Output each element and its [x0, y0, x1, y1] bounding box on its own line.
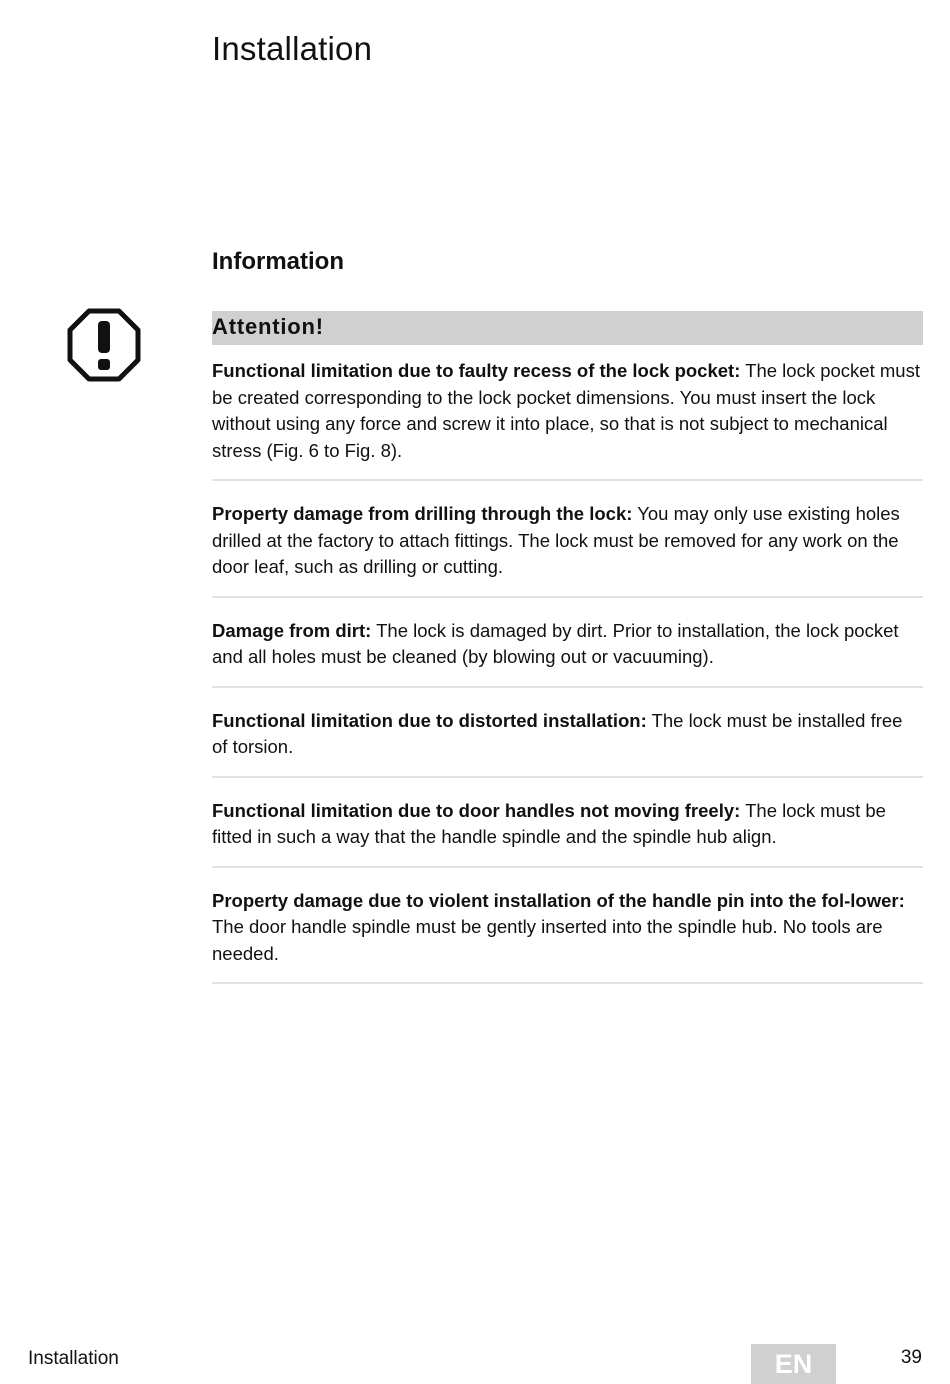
- notice-item: [212, 706, 923, 778]
- page-title: Installation: [212, 30, 373, 67]
- notice-item-heading: Property damage due to violent installation of the handle pin into the fol-lower:: [212, 889, 905, 911]
- notice-item-text: You may only use existing holes drilled at the factory to attach fittings. The lock must be removed for any work on the door leaf, such as drilling or cutting.: [212, 503, 900, 577]
- notice-items: [212, 356, 923, 984]
- notice-item-text: The lock pocket must be created corresponding to the lock pocket dimensions. You must insert the lock without using any force and screw it into place, so that is not subject to mechanical stress (Fig. 6 to Fig. 8).: [212, 360, 920, 461]
- notice-item-text: The lock must be fitted in such a way that the handle spindle and the spindle hub align.: [212, 799, 886, 847]
- notice-item-text: The door handle spindle must be gently inserted into the spindle hub. No tools are needed.: [212, 916, 883, 964]
- notice-item-heading: Functional limitation due to door handles not moving freely:: [212, 799, 741, 821]
- notice-item-heading: Damage from dirt:: [212, 619, 372, 641]
- warning-octagon-icon: [66, 307, 142, 383]
- notice-item-heading: Functional limitation due to distorted installation:: [212, 709, 647, 731]
- footer-section-label: Installation: [28, 1348, 119, 1369]
- notice-item: [212, 356, 923, 481]
- notice-item: [212, 796, 923, 868]
- notice-item-text: The lock is damaged by dirt. Prior to installation, the lock pocket and all holes must be cleaned (by blowing out or vacuuming).: [212, 619, 899, 667]
- notice-item: [212, 616, 923, 688]
- notice-item-heading: Property damage from drilling through the lock:: [212, 503, 633, 524]
- notice-item-heading: Functional limitation due to faulty recess of the lock pocket:: [212, 360, 741, 381]
- attention-bar: [212, 311, 923, 345]
- notice-item: [212, 499, 923, 598]
- notice-item: [212, 886, 923, 985]
- language-badge: EN: [751, 1344, 836, 1384]
- section-title: Information: [212, 248, 344, 275]
- notice-item-text: The lock must be installed free of torsion.: [212, 709, 903, 757]
- attention-label: Attention!: [212, 314, 324, 339]
- page-number: 39: [900, 1347, 922, 1368]
